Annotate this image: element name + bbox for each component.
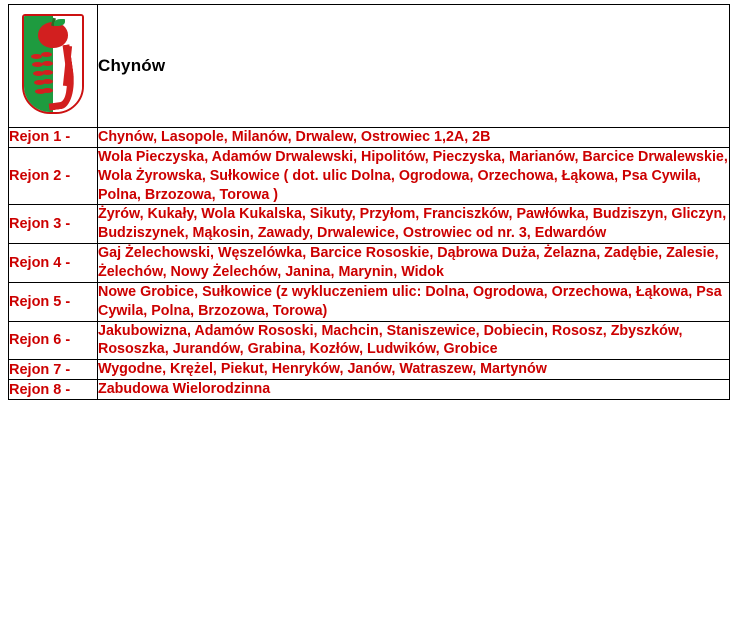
regions-table-body (9, 5, 730, 400)
page-title: Chynów (98, 5, 730, 128)
crest-shield (22, 14, 84, 114)
region-villages-5: Nowe Grobice, Sułkowice (z wykluczeniem ulic: Dolna, Ogrodowa, Orzechowa, Łąkowa, Psa Cywila, Polna, Brzozowa, Torowa) (98, 282, 730, 321)
region-villages-7: Wygodne, Krężel, Piekut, Henryków, Janów, Watraszew, Martynów (98, 360, 730, 380)
region-villages-2: Wola Pieczyska, Adamów Drwalewski, Hipolitów, Pieczyska, Marianów, Barcice Drwalewskie, Wola Żyrowska, Sułkowice ( dot. ulic Dolna, Ogrodowa, Orzechowa, Łąkowa, Psa Cywila, Polna, Brzozowa, Torowa ) (98, 147, 730, 205)
region-label-6: Rejon 6 - (9, 321, 98, 360)
table-row (9, 244, 730, 283)
table-row (9, 205, 730, 244)
region-label-1: Rejon 1 - (9, 128, 98, 148)
region-label-4: Rejon 4 - (9, 244, 98, 283)
region-villages-3: Żyrów, Kukały, Wola Kukalska, Sikuty, Przyłom, Franciszków, Pawłówka, Budziszyn, Gliczyn, Budziszynek, Mąkosin, Zawady, Drwalewice, Ostrowiec od nr. 3, Edwardów (98, 205, 730, 244)
region-label-7: Rejon 7 - (9, 360, 98, 380)
table-row (9, 360, 730, 380)
region-villages-4: Gaj Żelechowski, Węszelówka, Barcice Rososkie, Dąbrowa Duża, Żelazna, Zadębie, Zalesie, Żelechów, Nowy Żelechów, Janina, Marynin, Widok (98, 244, 730, 283)
table-row (9, 147, 730, 205)
crest-cell (9, 5, 98, 128)
document-page (0, 4, 741, 636)
region-label-5: Rejon 5 - (9, 282, 98, 321)
table-row (9, 380, 730, 400)
header-row (9, 5, 730, 128)
region-villages-6: Jakubowizna, Adamów Rososki, Machcin, Staniszewice, Dobiecin, Rososz, Zbyszków, Rososzka, Jurandów, Grabina, Kozłów, Ludwików, Grobice (98, 321, 730, 360)
table-row (9, 321, 730, 360)
table-row (9, 282, 730, 321)
chynow-coat-of-arms-icon (22, 14, 84, 114)
region-label-8: Rejon 8 - (9, 380, 98, 400)
regions-table (8, 4, 730, 400)
table-row (9, 128, 730, 148)
region-villages-8: Zabudowa Wielorodzinna (98, 380, 730, 400)
region-villages-1: Chynów, Lasopole, Milanów, Drwalew, Ostrowiec 1,2A, 2B (98, 128, 730, 148)
region-label-3: Rejon 3 - (9, 205, 98, 244)
region-label-2: Rejon 2 - (9, 147, 98, 205)
apple-leaf-icon (54, 19, 65, 26)
